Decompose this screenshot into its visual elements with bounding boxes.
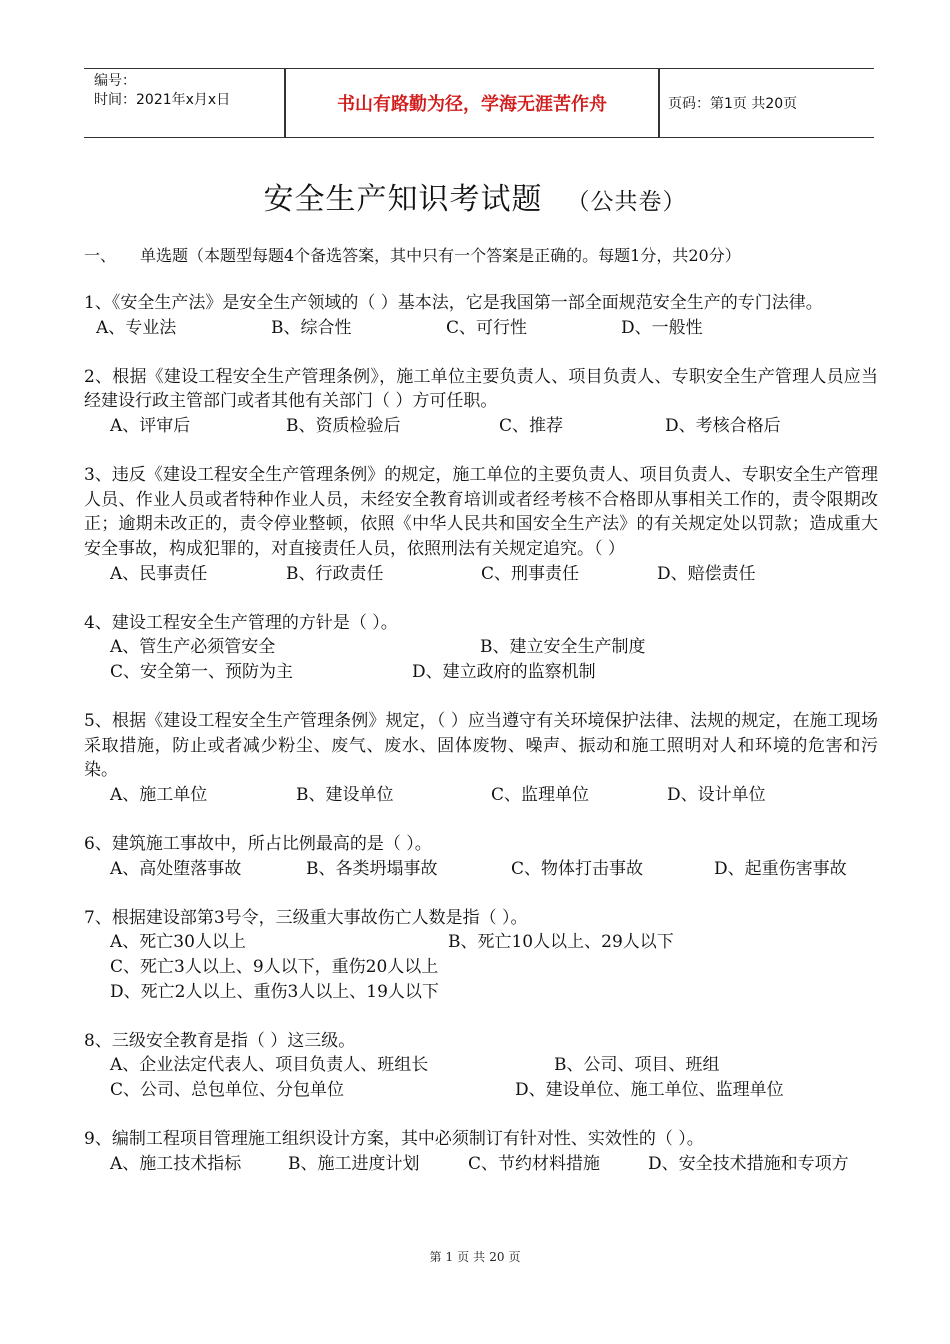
option-b: B、各类坍塌事故 (306, 858, 438, 879)
header-page-code: 页码：第1页 共20页 (668, 96, 798, 112)
option-d: D、赔偿责任 (657, 563, 756, 584)
question-stem: 9、编制工程项目管理施工组织设计方案，其中必须制订有针对性、实效性的（ ）。 (84, 1129, 704, 1150)
option-b: B、施工进度计划 (288, 1153, 420, 1174)
option-d: D、一般性 (621, 317, 703, 338)
header-table (84, 68, 874, 138)
question-stem: 7、根据建设部第3号令，三级重大事故伤亡人数是指（ ）。 (84, 907, 528, 928)
question-stem: 8、三级安全教育是指（ ）这三级。 (84, 1030, 356, 1051)
option-c: C、推荐 (499, 415, 564, 436)
question-stem: 4、建设工程安全生产管理的方针是（ ）。 (84, 612, 398, 633)
options-row (84, 783, 878, 808)
question-6 (84, 832, 878, 881)
option-b: B、资质检验后 (286, 415, 401, 436)
option-a: A、施工单位 (110, 784, 208, 805)
footer-text: 共 (473, 1250, 486, 1264)
question-3 (84, 463, 878, 586)
options-row (84, 980, 878, 1005)
option-a: A、死亡30人以上 (110, 932, 246, 953)
options-row (84, 857, 878, 882)
option-c: C、节约材料措施 (468, 1153, 601, 1174)
title-subtitle: （公共卷） (566, 189, 687, 215)
question-8 (84, 1029, 878, 1103)
option-d: D、设计单位 (667, 784, 766, 805)
page-footer (0, 1248, 950, 1265)
footer-total-pages: 20 (489, 1250, 505, 1264)
question-7 (84, 906, 878, 1004)
question-2 (84, 365, 878, 439)
options-row (84, 1078, 878, 1103)
section-text: 单选题（本题型每题4个备选答案，其中只有一个答案是正确的。每题1分，共20分） (140, 246, 741, 265)
document-title (0, 174, 950, 218)
options-row (84, 316, 878, 341)
options-row (84, 660, 878, 685)
option-a: A、企业法定代表人、项目负责人、班组长 (110, 1055, 429, 1076)
option-c: C、公司、总包单位、分包单位 (110, 1080, 345, 1100)
question-stem: 5、根据《建设工程安全生产管理条例》规定，（ ）应当遵守有关环境保护法律、法规的规定，在施工现场采取措施，防止或者减少粉尘、废气、废水、固体废物、噪声、振动和施工照明对人和环境的危害和污染。 (84, 711, 878, 781)
section-number: 一、 (84, 246, 117, 265)
question-stem: 1、《安全生产法》是安全生产领域的（ ）基本法，它是我国第一部全面规范安全生产的专门法律。 (84, 293, 823, 313)
option-b: B、建设单位 (296, 784, 394, 805)
options-row (84, 562, 878, 587)
option-d: D、起重伤害事故 (714, 858, 847, 879)
options-row (84, 1053, 878, 1078)
number-label: 编号： (94, 73, 136, 89)
option-c: C、监理单位 (491, 784, 590, 805)
option-b: B、死亡10人以上、29人以下 (448, 932, 674, 953)
options-row (84, 414, 878, 439)
option-c: C、可行性 (446, 317, 528, 338)
option-a: A、高处堕落事故 (110, 858, 242, 879)
option-b: B、公司、项目、班组 (554, 1055, 720, 1076)
footer-text: 页 (508, 1250, 521, 1264)
question-1 (84, 291, 878, 340)
option-d: D、死亡2人以上、重伤3人以上、19人以下 (110, 981, 439, 1002)
option-a: A、专业法 (96, 317, 177, 338)
option-d: D、建立政府的监察机制 (412, 661, 596, 682)
option-b: B、综合性 (271, 317, 352, 338)
option-c: C、刑事责任 (481, 563, 580, 584)
option-a: A、施工技术指标 (110, 1153, 242, 1174)
question-stem: 3、违反《建设工程安全生产管理条例》的规定，施工单位的主要负责人、项目负责人、专职安全生产管理人员、作业人员或者特种作业人员，未经安全教育培训或者经考核不合格即从事相关工作的，责令限期改正；逾期未改正的，责令停业整顿，依照《中华人民共和国安全生产法》的有关规定处以罚款；造成重大安全事故，构成犯罪的，对直接责任人员，依照刑法有关规定追究。（ ） (84, 465, 878, 559)
footer-text: 第 (429, 1250, 442, 1264)
option-a: A、民事责任 (110, 563, 208, 584)
section-heading (84, 243, 884, 266)
option-b: B、建立安全生产制度 (480, 637, 646, 658)
option-b: B、行政责任 (286, 563, 384, 584)
footer-page-number: 1 (445, 1250, 454, 1264)
question-9 (84, 1127, 878, 1176)
header-divider (658, 69, 660, 137)
option-a: A、评审后 (110, 415, 191, 436)
header-meta-cell (84, 69, 284, 137)
option-c: C、死亡3人以上、9人以下，重伤20人以上 (110, 957, 439, 978)
options-row (84, 930, 878, 955)
option-a: A、管生产必须管安全 (110, 637, 276, 658)
question-list (84, 291, 878, 1201)
question-stem: 2、根据《建设工程安全生产管理条例》，施工单位主要负责人、项目负责人、专职安全生产管理人员应当经建设行政主管部门或者其他有关部门（ ）方可任职。 (84, 366, 878, 412)
option-c: C、物体打击事故 (511, 858, 644, 879)
options-row (84, 635, 878, 660)
option-d: D、建设单位、施工单位、监理单位 (515, 1080, 784, 1100)
question-4 (84, 611, 878, 685)
option-d: D、考核合格后 (665, 415, 781, 436)
option-d: D、安全技术措施和专项方 (648, 1153, 849, 1174)
question-stem: 6、建筑施工事故中，所占比例最高的是（ ）。 (84, 834, 432, 855)
option-c: C、安全第一、预防为主 (110, 661, 294, 682)
question-5 (84, 709, 878, 807)
time-label: 时间：2021年x月x日 (94, 92, 231, 108)
footer-text: 页 (457, 1250, 470, 1264)
options-row (84, 955, 878, 980)
header-motto: 书山有路勤为径，学海无涯苦作舟 (337, 94, 607, 115)
title-text: 安全生产知识考试题 (263, 182, 543, 217)
options-row (84, 1152, 878, 1177)
